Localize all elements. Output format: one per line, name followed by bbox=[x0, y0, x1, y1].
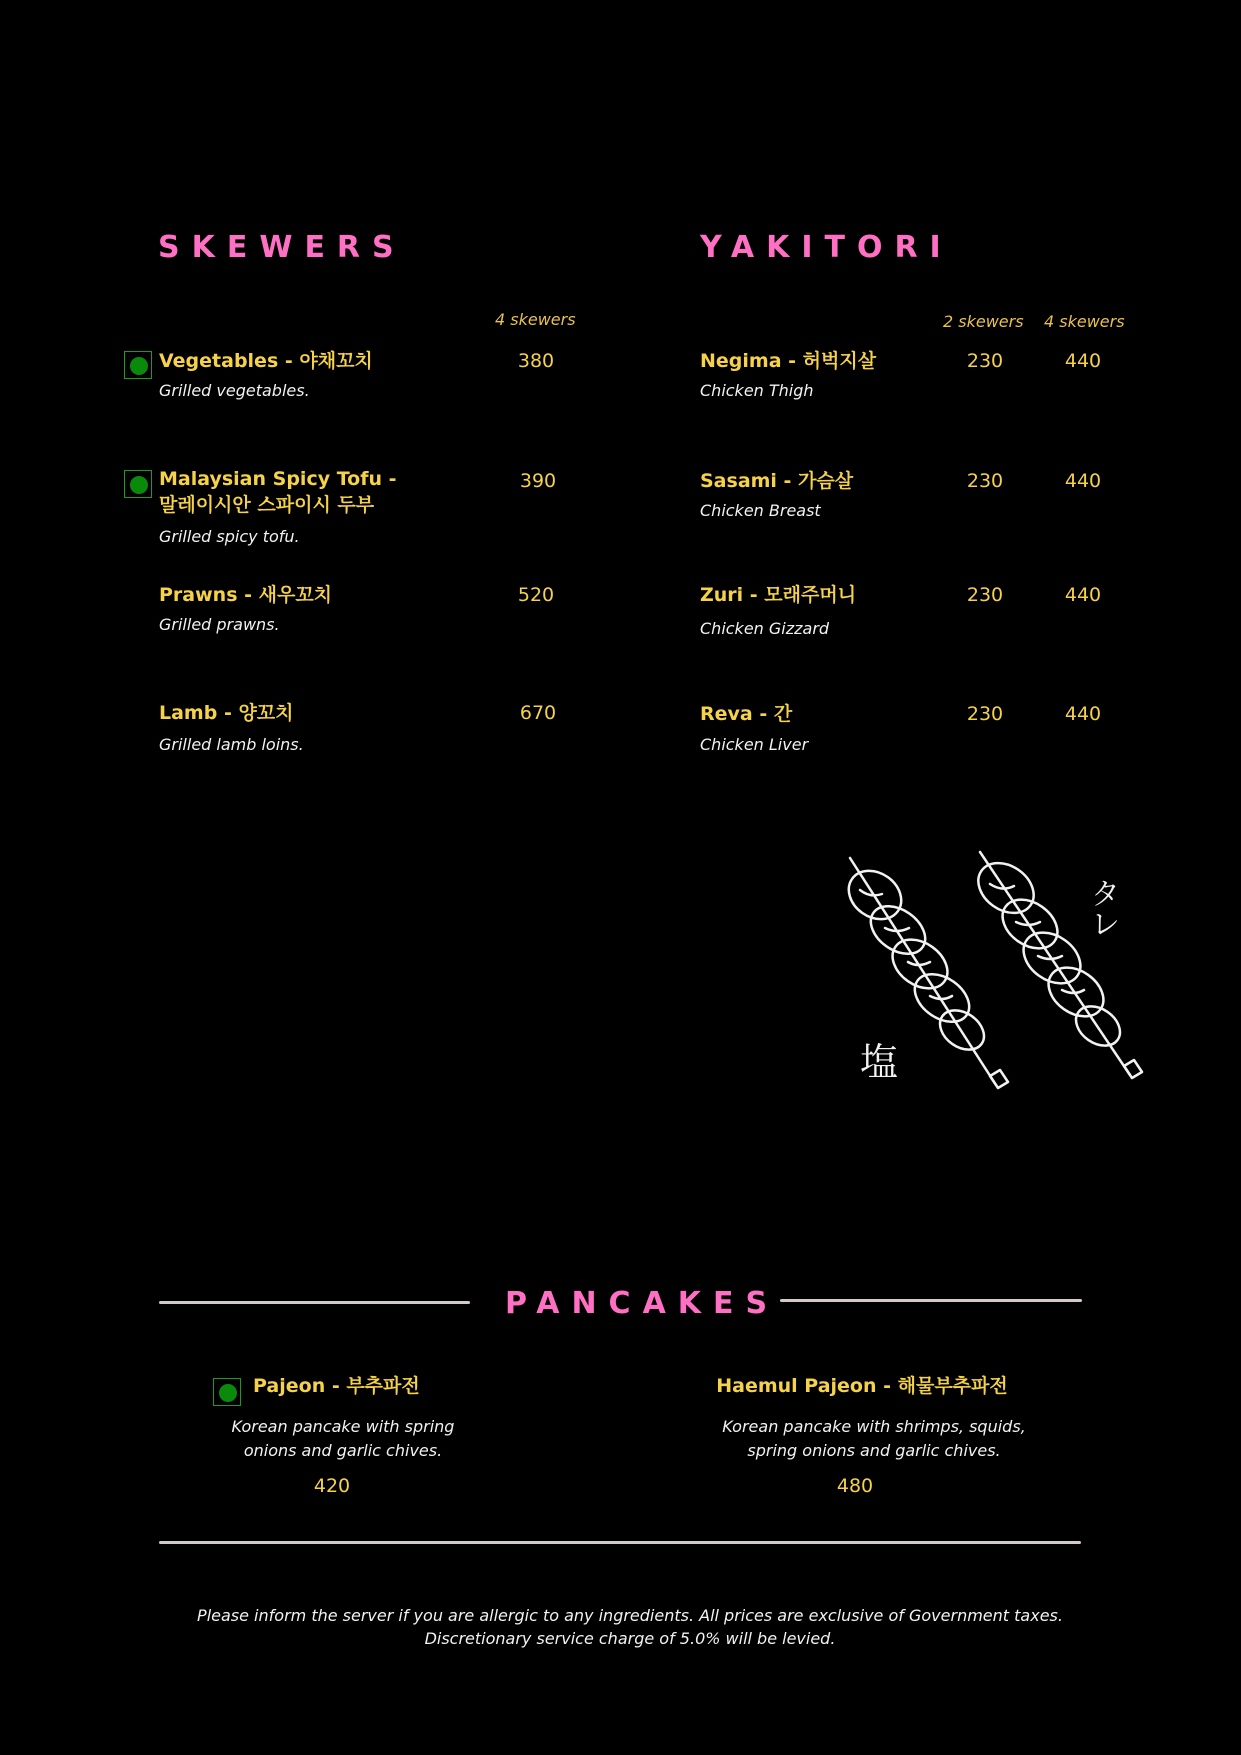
yakitori-item-name: Reva - 간 bbox=[700, 703, 793, 725]
pancake-item-price: 480 bbox=[836, 1475, 874, 1497]
skewers-col-header: 4 skewers bbox=[495, 310, 576, 329]
yakitori-price-4: 440 bbox=[1064, 470, 1102, 492]
skewer-item-price: 380 bbox=[517, 350, 555, 372]
skewer-item-name-korean: 말레이시안 스파이시 두부 bbox=[159, 494, 375, 516]
yakitori-item-desc: Chicken Thigh bbox=[700, 381, 814, 400]
skewer-item-price: 520 bbox=[517, 584, 555, 606]
divider-right bbox=[780, 1299, 1082, 1302]
yakitori-col-header-2: 2 skewers bbox=[943, 312, 1024, 331]
skewers-title: SKEWERS bbox=[158, 230, 406, 265]
salt-label: 塩 bbox=[860, 1040, 899, 1084]
yakitori-price-4: 440 bbox=[1064, 703, 1102, 725]
yakitori-price-2: 230 bbox=[966, 584, 1004, 606]
skewer-item-name: Vegetables - 야채꼬치 bbox=[159, 350, 373, 372]
yakitori-price-2: 230 bbox=[966, 470, 1004, 492]
yakitori-price-4: 440 bbox=[1064, 584, 1102, 606]
skewer-item-name: Lamb - 양꼬치 bbox=[159, 702, 294, 724]
yakitori-item-desc: Chicken Gizzard bbox=[700, 619, 830, 638]
skewer-item-name: Prawns - 새우꼬치 bbox=[159, 584, 333, 606]
yakitori-item-name: Negima - 허벅지살 bbox=[700, 350, 877, 372]
pancake-item-price: 420 bbox=[313, 1475, 351, 1497]
vegetarian-icon bbox=[124, 351, 152, 379]
yakitori-title: YAKITORI bbox=[700, 230, 953, 265]
yakitori-price-2: 230 bbox=[966, 350, 1004, 372]
divider-left bbox=[159, 1301, 470, 1304]
skewer-item-name: Malaysian Spicy Tofu - bbox=[159, 468, 397, 490]
yakitori-price-4: 440 bbox=[1064, 350, 1102, 372]
vegetarian-icon bbox=[124, 470, 152, 498]
skewer-item-desc: Grilled spicy tofu. bbox=[159, 527, 300, 546]
yakitori-col-header-4: 4 skewers bbox=[1044, 312, 1125, 331]
yakitori-item-desc: Chicken Breast bbox=[700, 501, 821, 520]
skewer-item-desc: Grilled lamb loins. bbox=[159, 735, 304, 754]
skewer-item-desc: Grilled vegetables. bbox=[159, 381, 310, 400]
pancake-item-desc: spring onions and garlic chives. bbox=[747, 1441, 1001, 1460]
pancake-item-desc: onions and garlic chives. bbox=[243, 1441, 443, 1460]
yakitori-item-desc: Chicken Liver bbox=[700, 735, 809, 754]
pancakes-title: PANCAKES bbox=[505, 1286, 780, 1321]
pancake-item-name: Pajeon - 부추파전 bbox=[253, 1375, 420, 1397]
footer-service-charge: Discretionary service charge of 5.0% will be levied. bbox=[424, 1629, 836, 1648]
yakitori-item-name: Sasami - 가슴살 bbox=[700, 470, 854, 492]
tare-label: タレ bbox=[1084, 878, 1120, 938]
footer-allergy-note: Please inform the server if you are allergic to any ingredients. All prices are exclusive of Government taxes. bbox=[197, 1606, 1063, 1625]
pancake-item-name: Haemul Pajeon - 해물부추파전 bbox=[716, 1375, 1008, 1397]
yakitori-price-2: 230 bbox=[966, 703, 1004, 725]
skewer-item-desc: Grilled prawns. bbox=[159, 615, 280, 634]
skewer-item-price: 670 bbox=[519, 702, 557, 724]
divider-bottom bbox=[159, 1541, 1081, 1544]
pancake-item-desc: Korean pancake with shrimps, squids, bbox=[722, 1417, 1026, 1436]
skewer-item-price: 390 bbox=[519, 470, 557, 492]
skewer-illustration bbox=[830, 840, 1150, 1100]
vegetarian-icon bbox=[213, 1378, 241, 1406]
yakitori-item-name: Zuri - 모래주머니 bbox=[700, 584, 857, 606]
skewers-drawing-icon bbox=[830, 840, 1150, 1100]
pancake-item-desc: Korean pancake with spring bbox=[231, 1417, 455, 1436]
